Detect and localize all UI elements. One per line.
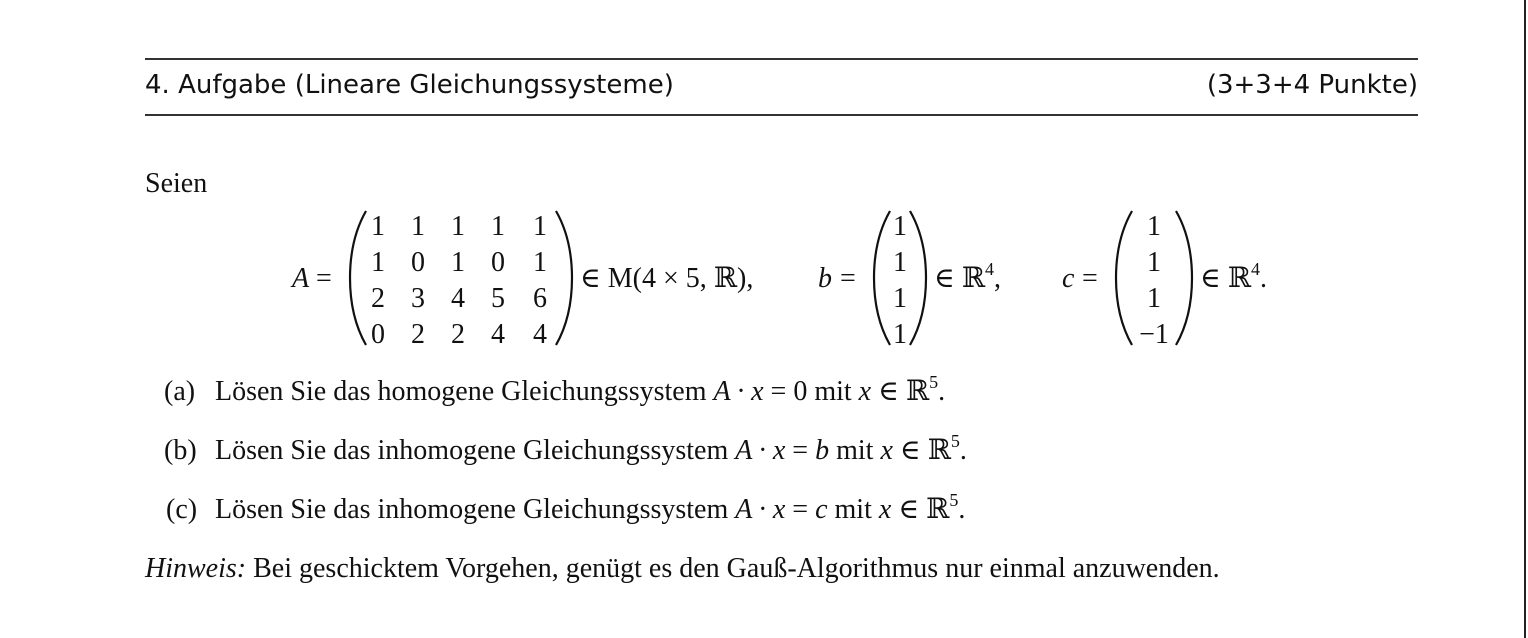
intro-text: Seien [145, 168, 208, 199]
vector-entry: 1 [893, 247, 907, 278]
vector-b-equals: = [840, 263, 856, 294]
vector-entry: 1 [893, 211, 907, 242]
matrix-cell: 1 [491, 211, 505, 242]
header-top-rule [145, 58, 1418, 60]
vector-b-name: b [818, 263, 832, 294]
task-text: Lösen Sie das inhomogene Gleichungssystem A · x = b mit x ∈ ℝ$^5$. [215, 431, 967, 466]
matrix-cell: 5 [491, 283, 505, 314]
exercise-points: (3+3+4 Punkte) [1206, 70, 1418, 100]
vector-b-membership: ∈ ℝ$^4$, [934, 259, 1001, 294]
matrix-cell: 0 [411, 247, 425, 278]
matrix-cell: 1 [533, 211, 547, 242]
task-label: (c) [166, 494, 198, 525]
matrix-a-equals: = [316, 263, 332, 294]
matrix-a-membership: ∈ M(4 × 5, ℝ), [580, 263, 754, 294]
matrix-cell: 0 [491, 247, 505, 278]
matrix-cell: 4 [533, 319, 547, 350]
matrix-cell: 2 [371, 283, 385, 314]
matrix-a-right-paren [552, 209, 574, 347]
exercise-title: 4. Aufgabe (Lineare Gleichungssysteme) [145, 70, 674, 100]
vector-b-right-paren [906, 209, 928, 347]
vector-c-right-paren [1172, 209, 1194, 347]
hint-label: Hinweis: [145, 553, 247, 584]
matrix-cell: 6 [533, 283, 547, 314]
vector-c-equals: = [1082, 263, 1098, 294]
matrix-cell: 4 [491, 319, 505, 350]
matrix-cell: 1 [533, 247, 547, 278]
task-text: Lösen Sie das homogene Gleichungssystem A · x = 0 mit x ∈ ℝ$^5$. [215, 372, 946, 407]
vector-entry: 1 [1147, 247, 1161, 278]
matrix-cell: 2 [451, 319, 465, 350]
matrix-cell: 2 [411, 319, 425, 350]
definitions-display [0, 205, 1528, 350]
matrix-a-grid [358, 211, 558, 350]
matrix-cell: 1 [411, 211, 425, 242]
hint-text: Bei geschicktem Vorgehen, genügt es den Gauß-Algorithmus nur einmal anzuwenden. [253, 553, 1220, 584]
vector-entry: 1 [1147, 283, 1161, 314]
vector-c-membership: ∈ ℝ$^4$. [1200, 259, 1267, 294]
vector-entry: −1 [1139, 319, 1169, 350]
vector-entry: 1 [893, 319, 907, 350]
task-text: Lösen Sie das inhomogene Gleichungssystem A · x = c mit x ∈ ℝ$^5$. [215, 490, 966, 525]
task-label: (b) [164, 435, 197, 466]
matrix-cell: 0 [371, 319, 385, 350]
matrix-cell: 3 [411, 283, 425, 314]
matrix-cell: 1 [451, 247, 465, 278]
header-bottom-rule [145, 114, 1418, 116]
matrix-cell: 4 [451, 283, 465, 314]
matrix-cell: 1 [371, 211, 385, 242]
matrix-a-name: A [292, 263, 310, 294]
vector-entry: 1 [893, 283, 907, 314]
matrix-cell: 1 [451, 211, 465, 242]
vector-c-name: c [1062, 263, 1075, 294]
exercise-header [145, 70, 1418, 106]
task-label: (a) [164, 376, 196, 407]
hint-paragraph [145, 553, 1220, 585]
vector-entry: 1 [1147, 211, 1161, 242]
matrix-cell: 1 [371, 247, 385, 278]
